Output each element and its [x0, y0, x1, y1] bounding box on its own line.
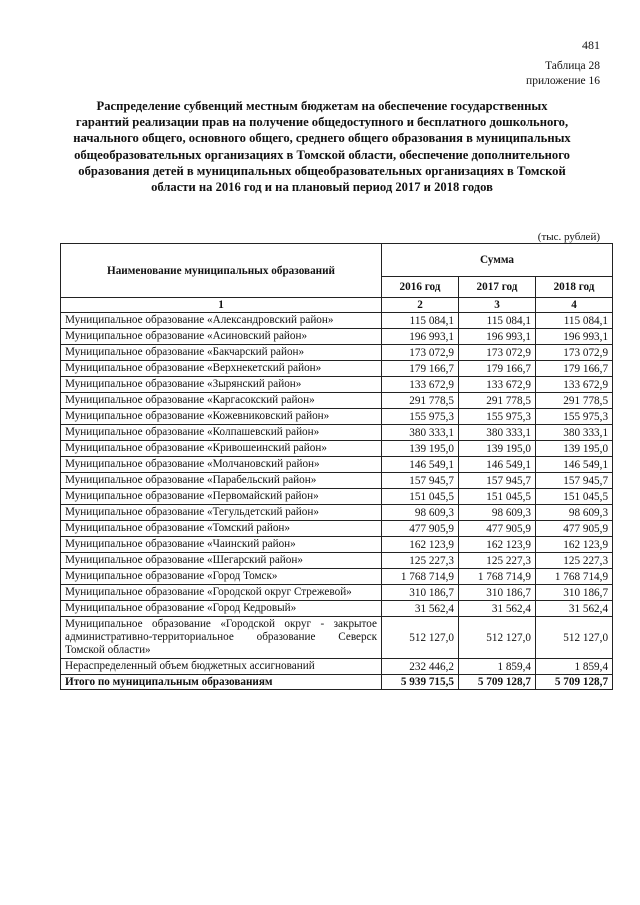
amount-2018: 196 993,1 — [536, 329, 613, 345]
column-number: 2 — [382, 298, 459, 313]
table-row — [61, 473, 613, 489]
table-row — [61, 601, 613, 617]
amount-2016: 151 045,5 — [382, 489, 459, 505]
table-label: Таблица 28 — [545, 60, 600, 72]
amount-2017: 477 905,9 — [459, 521, 536, 537]
document-title: Распределение субвенций местным бюджетам на обеспечение государственных гарантий реализации прав на получение общедоступного и бесплатного дошкольного, начального общего, основного общего, среднего общего образования в муниципальных общеобразовательных организациях в Томской области, обеспечение дополнительного образования детей в муниципальных общеобразовательных организациях в Томской области на 2016 год и на плановый период 2017 и 2018 годов — [73, 99, 571, 195]
column-number: 3 — [459, 298, 536, 313]
table-row — [61, 537, 613, 553]
subvention-table — [60, 243, 613, 690]
amount-2017: 173 072,9 — [459, 345, 536, 361]
table-row — [61, 553, 613, 569]
table-row — [61, 457, 613, 473]
total-2017: 5 709 128,7 — [459, 675, 536, 690]
amount-2017: 291 778,5 — [459, 393, 536, 409]
header-2016: 2016 год — [382, 277, 459, 298]
amount-2017: 162 123,9 — [459, 537, 536, 553]
amount-2016: 98 609,3 — [382, 505, 459, 521]
amount-2018: 98 609,3 — [536, 505, 613, 521]
amount-2018: 155 975,3 — [536, 409, 613, 425]
municipality-name: Муниципальное образование «Колпашевский район» — [61, 425, 382, 441]
amount-2016: 173 072,9 — [382, 345, 459, 361]
amount-2016: 179 166,7 — [382, 361, 459, 377]
amount-2017: 310 186,7 — [459, 585, 536, 601]
amount-2017: 196 993,1 — [459, 329, 536, 345]
municipality-name: Муниципальное образование «Город Томск» — [61, 569, 382, 585]
table-row — [61, 345, 613, 361]
appendix-label: приложение 16 — [526, 75, 600, 87]
amount-2018: 162 123,9 — [536, 537, 613, 553]
column-number: 1 — [61, 298, 382, 313]
table-row — [61, 361, 613, 377]
amount-2016: 31 562,4 — [382, 601, 459, 617]
amount-2016: 139 195,0 — [382, 441, 459, 457]
municipality-name: Муниципальное образование «Шегарский район» — [61, 553, 382, 569]
table-row — [61, 585, 613, 601]
amount-2017: 98 609,3 — [459, 505, 536, 521]
page-number: 481 — [582, 38, 600, 52]
table-row — [61, 409, 613, 425]
municipality-name: Муниципальное образование «Верхнекетский район» — [61, 361, 382, 377]
amount-2017: 31 562,4 — [459, 601, 536, 617]
municipality-name: Муниципальное образование «Кривошеинский район» — [61, 441, 382, 457]
amount-2016: 232 446,2 — [382, 659, 459, 675]
municipality-name: Муниципальное образование «Кожевниковский район» — [61, 409, 382, 425]
amount-2017: 380 333,1 — [459, 425, 536, 441]
table-reference — [526, 59, 600, 89]
municipality-name: Муниципальное образование «Александровский район» — [61, 313, 382, 329]
amount-2017: 512 127,0 — [459, 617, 536, 659]
table-row — [61, 313, 613, 329]
header-sum: Сумма — [382, 244, 613, 277]
amount-2016: 310 186,7 — [382, 585, 459, 601]
amount-2018: 31 562,4 — [536, 601, 613, 617]
table-row — [61, 617, 613, 659]
table-row — [61, 377, 613, 393]
table-row — [61, 425, 613, 441]
table-row — [61, 489, 613, 505]
total-row — [61, 675, 613, 690]
amount-2017: 157 945,7 — [459, 473, 536, 489]
municipality-name: Муниципальное образование «Каргасокский район» — [61, 393, 382, 409]
amount-2018: 291 778,5 — [536, 393, 613, 409]
column-number: 4 — [536, 298, 613, 313]
amount-2018: 115 084,1 — [536, 313, 613, 329]
amount-2016: 155 975,3 — [382, 409, 459, 425]
amount-2018: 380 333,1 — [536, 425, 613, 441]
table-row — [61, 521, 613, 537]
amount-2016: 146 549,1 — [382, 457, 459, 473]
amount-2018: 157 945,7 — [536, 473, 613, 489]
header-2018: 2018 год — [536, 277, 613, 298]
amount-2018: 139 195,0 — [536, 441, 613, 457]
amount-2016: 115 084,1 — [382, 313, 459, 329]
amount-2018: 179 166,7 — [536, 361, 613, 377]
amount-2017: 139 195,0 — [459, 441, 536, 457]
municipality-name: Нераспределенный объем бюджетных ассигнований — [61, 659, 382, 675]
amount-2017: 1 768 714,9 — [459, 569, 536, 585]
amount-2017: 115 084,1 — [459, 313, 536, 329]
amount-2016: 380 333,1 — [382, 425, 459, 441]
amount-2016: 196 993,1 — [382, 329, 459, 345]
municipality-name: Муниципальное образование «Тегульдетский район» — [61, 505, 382, 521]
municipality-name: Муниципальное образование «Городской округ - закрытое административно-территориальное образование Северск Томской области» — [61, 617, 382, 659]
amount-2016: 512 127,0 — [382, 617, 459, 659]
total-2016: 5 939 715,5 — [382, 675, 459, 690]
municipality-name: Муниципальное образование «Город Кедровый» — [61, 601, 382, 617]
table-row — [61, 393, 613, 409]
amount-2018: 133 672,9 — [536, 377, 613, 393]
total-label: Итого по муниципальным образованиям — [61, 675, 382, 690]
units-label: (тыс. рублей) — [537, 231, 600, 243]
amount-2017: 146 549,1 — [459, 457, 536, 473]
amount-2017: 179 166,7 — [459, 361, 536, 377]
amount-2018: 1 859,4 — [536, 659, 613, 675]
amount-2018: 512 127,0 — [536, 617, 613, 659]
total-2018: 5 709 128,7 — [536, 675, 613, 690]
amount-2017: 155 975,3 — [459, 409, 536, 425]
amount-2018: 151 045,5 — [536, 489, 613, 505]
header-name: Наименование муниципальных образований — [61, 244, 382, 298]
table-row — [61, 329, 613, 345]
municipality-name: Муниципальное образование «Чаинский район» — [61, 537, 382, 553]
table-row — [61, 505, 613, 521]
municipality-name: Муниципальное образование «Городской округ Стрежевой» — [61, 585, 382, 601]
amount-2017: 1 859,4 — [459, 659, 536, 675]
amount-2018: 146 549,1 — [536, 457, 613, 473]
amount-2018: 1 768 714,9 — [536, 569, 613, 585]
amount-2016: 125 227,3 — [382, 553, 459, 569]
amount-2018: 310 186,7 — [536, 585, 613, 601]
amount-2016: 162 123,9 — [382, 537, 459, 553]
municipality-name: Муниципальное образование «Асиновский район» — [61, 329, 382, 345]
amount-2016: 291 778,5 — [382, 393, 459, 409]
header-2017: 2017 год — [459, 277, 536, 298]
amount-2016: 133 672,9 — [382, 377, 459, 393]
amount-2018: 125 227,3 — [536, 553, 613, 569]
municipality-name: Муниципальное образование «Парабельский район» — [61, 473, 382, 489]
table-row — [61, 659, 613, 675]
municipality-name: Муниципальное образование «Зырянский район» — [61, 377, 382, 393]
amount-2018: 173 072,9 — [536, 345, 613, 361]
table-row — [61, 441, 613, 457]
table-row — [61, 569, 613, 585]
table-body — [61, 313, 613, 675]
municipality-name: Муниципальное образование «Молчановский район» — [61, 457, 382, 473]
amount-2016: 1 768 714,9 — [382, 569, 459, 585]
amount-2016: 477 905,9 — [382, 521, 459, 537]
municipality-name: Муниципальное образование «Томский район» — [61, 521, 382, 537]
amount-2017: 151 045,5 — [459, 489, 536, 505]
municipality-name: Муниципальное образование «Бакчарский район» — [61, 345, 382, 361]
amount-2017: 125 227,3 — [459, 553, 536, 569]
municipality-name: Муниципальное образование «Первомайский район» — [61, 489, 382, 505]
amount-2016: 157 945,7 — [382, 473, 459, 489]
amount-2018: 477 905,9 — [536, 521, 613, 537]
amount-2017: 133 672,9 — [459, 377, 536, 393]
